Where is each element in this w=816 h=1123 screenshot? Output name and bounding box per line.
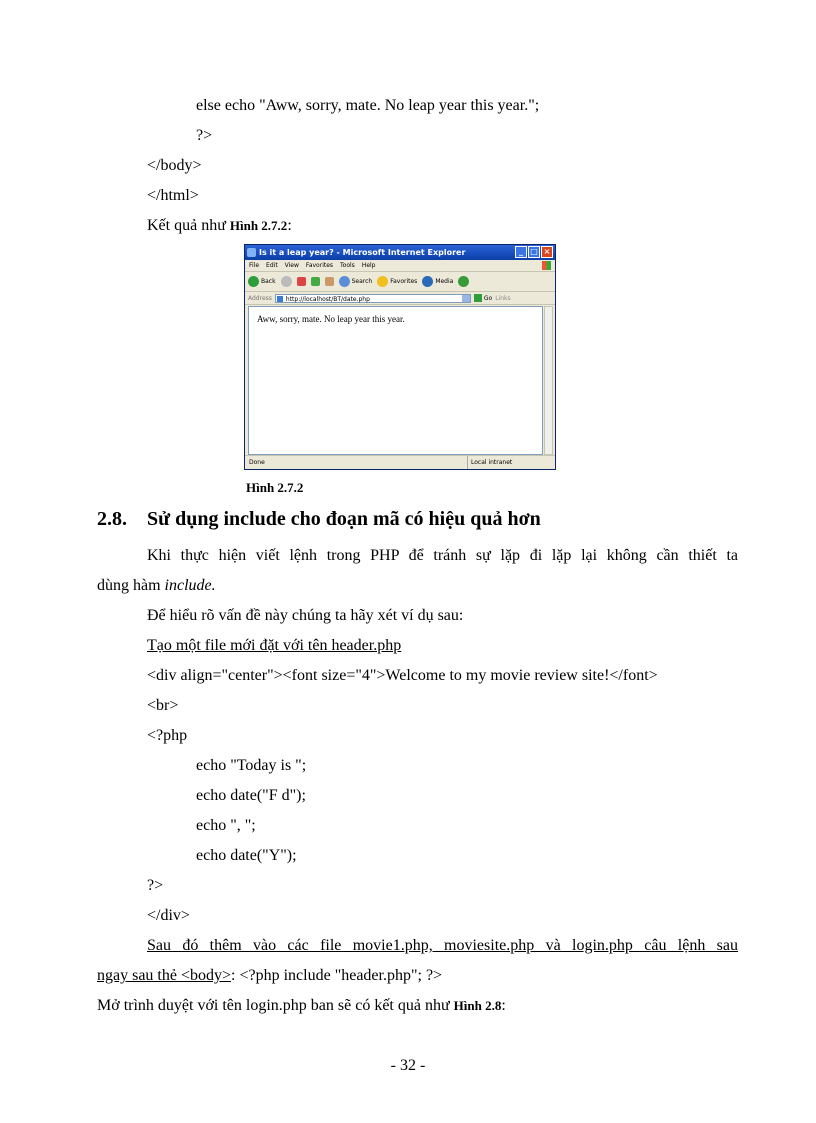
page-icon — [277, 296, 283, 302]
paragraph-line: Mở trình duyệt với tên login.php ban sẽ có kết quả như Hình 2.8: — [97, 997, 506, 1014]
menu-view: View — [284, 262, 299, 269]
favorites-icon — [377, 276, 388, 287]
section-title: Sử dụng include cho đoạn mã có hiệu quả hơn — [147, 508, 541, 530]
media-label: Media — [435, 278, 454, 285]
go-label: Go — [483, 294, 493, 302]
code-line: echo ", "; — [196, 817, 256, 834]
favorites-label: Favorites — [390, 278, 418, 285]
forward-icon — [281, 276, 292, 287]
menu-file: File — [249, 262, 260, 269]
code-line: <br> — [147, 697, 179, 714]
browser-title-bar — [245, 245, 555, 260]
paragraph-line: Khi thực hiện viết lệnh trong PHP để tránh sự lặp đi lặp lại không cần thiết ta — [147, 547, 738, 564]
back-icon — [248, 276, 259, 287]
code-line: echo date("Y"); — [196, 847, 297, 864]
code-line: <?php — [147, 727, 188, 744]
windows-logo-icon — [542, 261, 551, 270]
maximize-icon: □ — [528, 246, 540, 258]
back-label: Back — [261, 278, 276, 285]
menu-tools: Tools — [340, 262, 355, 269]
home-icon — [325, 277, 334, 286]
go-icon — [474, 294, 482, 302]
minimize-icon: _ — [515, 246, 527, 258]
refresh-icon — [311, 277, 320, 286]
scrollbar — [544, 306, 553, 455]
paragraph-line: dùng hàm include. — [97, 577, 216, 594]
browser-toolbar — [245, 272, 555, 292]
media-icon — [422, 276, 433, 287]
code-line: <div align="center"><font size="4">Welcome to my movie review site!</font> — [147, 667, 658, 684]
code-line: </div> — [147, 907, 190, 924]
dropdown-icon — [462, 295, 470, 302]
section-heading — [97, 505, 541, 533]
close-icon: × — [541, 246, 553, 258]
code-line: else echo "Aww, sorry, mate. No leap year this year."; — [196, 97, 540, 114]
browser-content — [248, 306, 543, 455]
address-input: http://localhost/BT/date.php — [275, 294, 471, 303]
paragraph: Để hiểu rõ vấn đề này chúng ta hãy xét ví dụ sau: — [147, 607, 464, 624]
paragraph-line: ngay sau thẻ <body>: <?php include "header.php"; ?> — [97, 967, 443, 984]
paragraph-line: Sau đó thêm vào các file movie1.php, moviesite.php và login.php câu lệnh sau — [147, 937, 738, 954]
code-line: echo date("F d"); — [196, 787, 306, 804]
address-label: Address — [248, 294, 272, 302]
status-zone: Local intranet — [467, 456, 512, 469]
section-number: 2.8. — [97, 508, 127, 530]
stop-icon — [297, 277, 306, 286]
menu-favorites: Favorites — [305, 262, 334, 269]
menu-edit: Edit — [266, 262, 278, 269]
browser-content-text: Aww, sorry, mate. No leap year this year. — [257, 314, 405, 324]
history-icon — [458, 276, 469, 287]
code-line: ?> — [196, 127, 213, 144]
status-done: Done — [249, 459, 265, 466]
page-number: - 32 - — [390, 1057, 426, 1074]
code-line: </html> — [147, 187, 199, 204]
result-intro: Kết quả như Hình 2.7.2: — [147, 217, 292, 234]
browser-screenshot — [244, 244, 556, 470]
ie-icon — [247, 248, 256, 257]
search-icon — [339, 276, 350, 287]
menu-help: Help — [361, 262, 376, 269]
figure-caption: Hình 2.7.2 — [246, 480, 304, 495]
code-line: </body> — [147, 157, 202, 174]
browser-menu-bar — [245, 260, 555, 272]
code-line: echo "Today is "; — [196, 757, 307, 774]
search-label: Search — [351, 278, 373, 285]
code-line: ?> — [147, 877, 164, 894]
status-bar — [245, 455, 555, 469]
browser-title: Is it a leap year? - Microsoft Internet Explorer — [259, 248, 466, 257]
address-bar — [245, 292, 555, 305]
links-label: Links — [495, 294, 511, 302]
create-file-note: Tạo một file mới đặt với tên header.php — [147, 637, 402, 654]
